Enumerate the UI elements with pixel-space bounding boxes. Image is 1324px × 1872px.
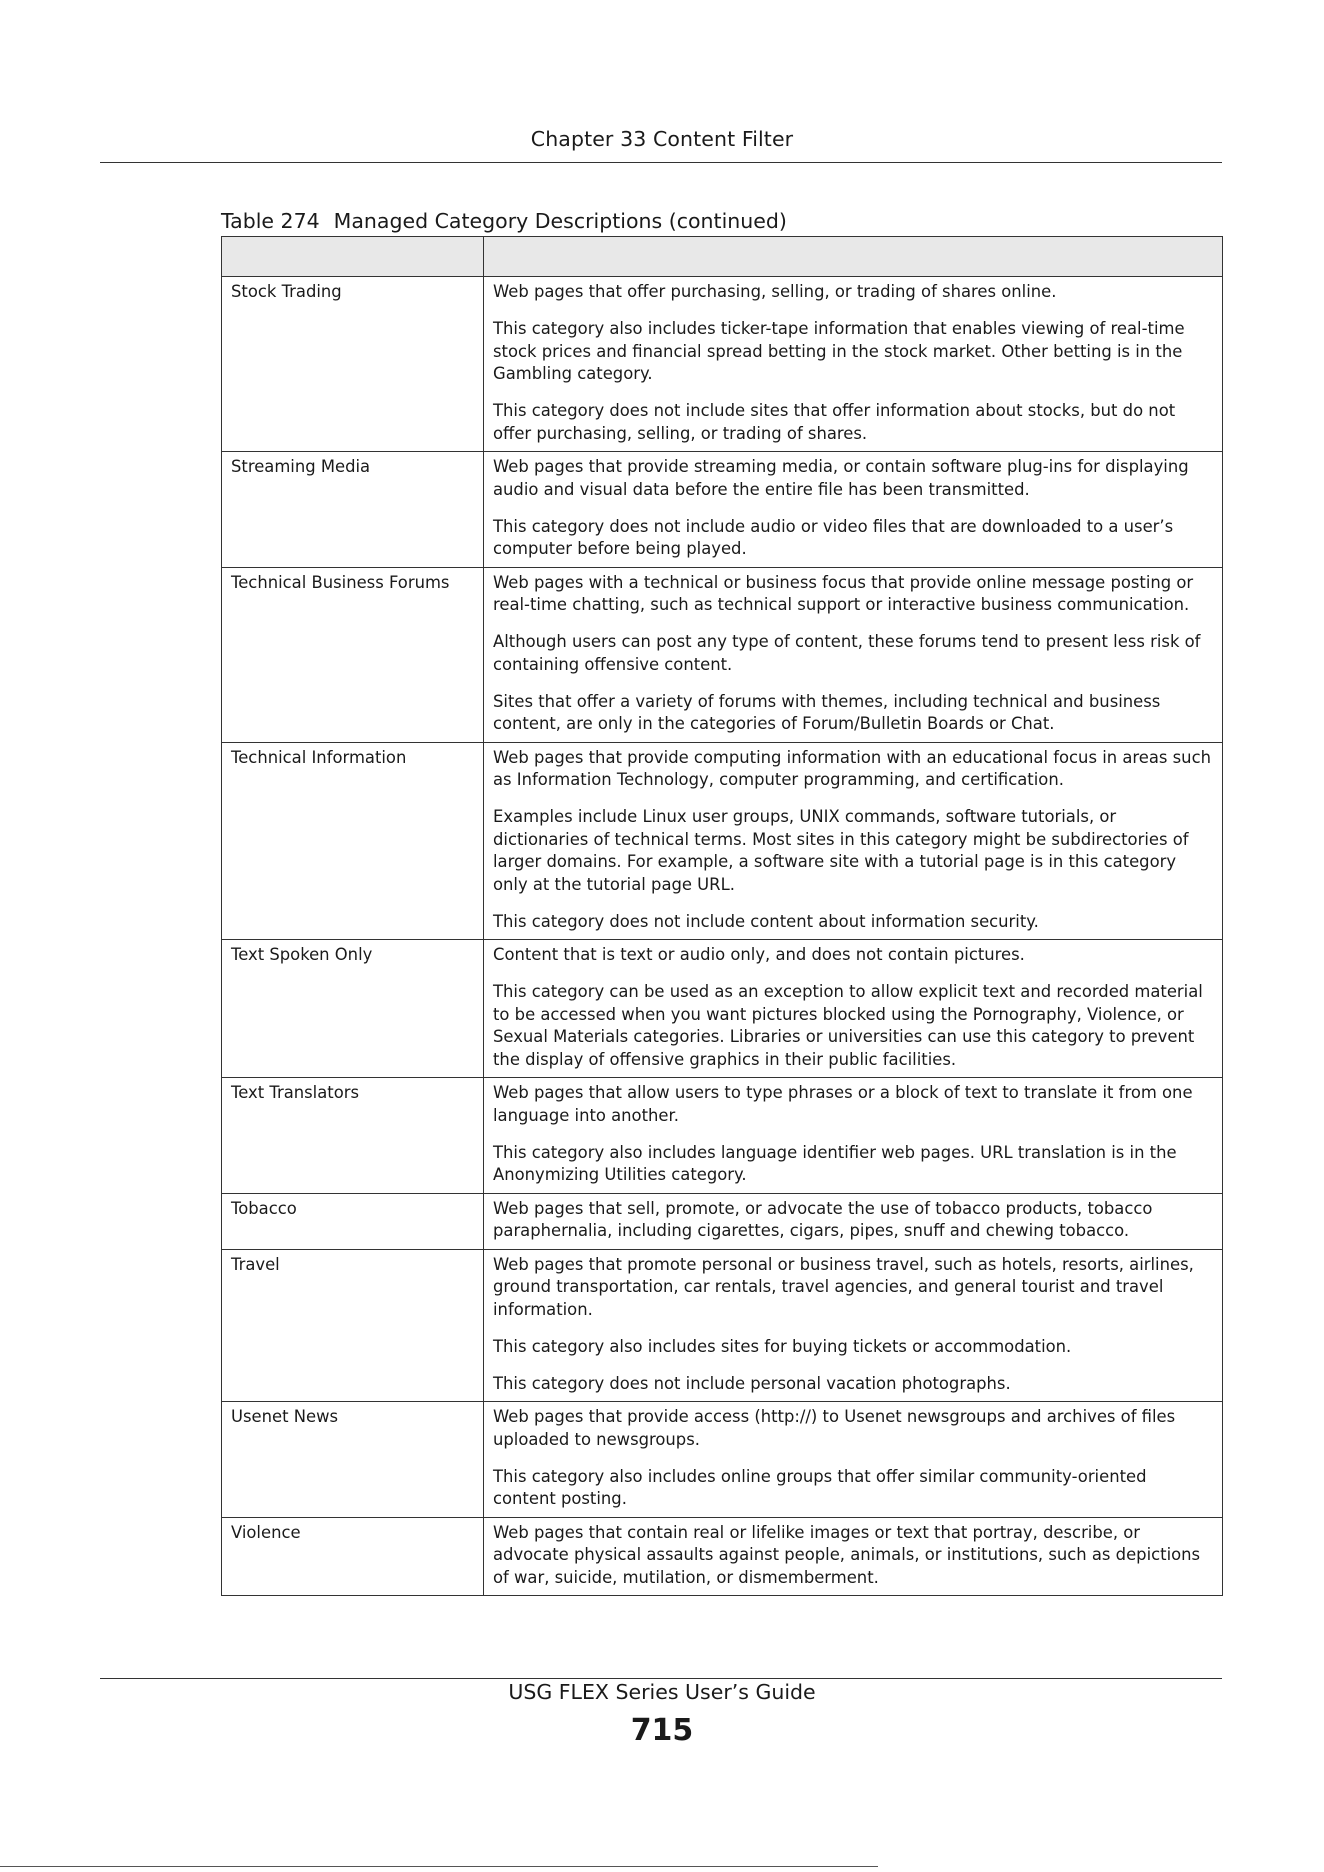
- table-caption-number: Table 274: [221, 209, 320, 233]
- description-paragraph: This category also includes sites for buying tickets or accommodation.: [493, 1336, 1072, 1356]
- category-description-cell: [484, 742, 1223, 940]
- description-paragraph: Web pages that promote personal or business travel, such as hotels, resorts, airlines, ground transportation, car rentals, travel agencies, and general tourist and travel information.: [493, 1254, 1194, 1319]
- description-paragraph: This category also includes ticker-tape information that enables viewing of real-time stock prices and financial spread betting in the stock market. Other betting is in the Gambling category.: [493, 319, 1185, 383]
- description-paragraph: Web pages that provide access (http://) to Usenet newsgroups and archives of files uploaded to newsgroups.: [493, 1407, 1176, 1449]
- category-name-cell: Text Spoken Only: [222, 940, 484, 1078]
- category-description-cell: [484, 452, 1223, 568]
- category-name-cell: Technical Business Forums: [222, 567, 484, 742]
- table-row: [222, 1517, 1223, 1596]
- description-paragraph: Web pages that provide computing information with an educational focus in areas such as Information Technology, computer programming, and certification.: [493, 747, 1211, 789]
- page-number: 715: [630, 1713, 694, 1748]
- category-description-cell: [484, 940, 1223, 1078]
- category-description-cell: [484, 1078, 1223, 1194]
- category-description-cell: [484, 1402, 1223, 1518]
- category-name-cell: Usenet News: [222, 1402, 484, 1518]
- description-paragraph: Although users can post any type of content, these forums tend to present less risk of containing offensive content.: [493, 632, 1201, 674]
- description-paragraph: Web pages that contain real or lifelike images or text that portray, describe, or advocate physical assaults against people, animals, or institutions, such as depictions of war, suicide, mutilation, or dismemberment.: [493, 1522, 1201, 1587]
- table-row: [222, 1078, 1223, 1194]
- category-name-cell: Technical Information: [222, 742, 484, 940]
- table-body: [222, 277, 1223, 1596]
- description-paragraph: Examples include Linux user groups, UNIX commands, software tutorials, or dictionaries of technical terms. Most sites in this category might be subdirectories of larger domains. For example, a software site with a tutorial page is in this category only at the tutorial page URL.: [493, 807, 1189, 894]
- description-paragraph: Web pages with a technical or business focus that provide online message posting or real-time chatting, such as technical support or interactive business communication.: [493, 572, 1194, 614]
- category-name-cell: Text Translators: [222, 1078, 484, 1194]
- table-caption-title: Managed Category Descriptions (continued): [333, 209, 787, 233]
- description-paragraph: Web pages that allow users to type phrases or a block of text to translate it from one language into another.: [493, 1083, 1193, 1125]
- description-paragraph: This category does not include content about information security.: [493, 911, 1039, 931]
- table-row: [222, 277, 1223, 452]
- description-paragraph: This category does not include sites that offer information about stocks, but do not offer purchasing, selling, or trading of shares.: [493, 401, 1176, 443]
- category-name-cell: Violence: [222, 1517, 484, 1596]
- description-paragraph: Web pages that provide streaming media, or contain software plug-ins for displaying audio and visual data before the entire file has been transmitted.: [493, 457, 1189, 499]
- category-name-cell: Tobacco: [222, 1193, 484, 1249]
- table-row: [222, 452, 1223, 568]
- table-header-cell-description: [484, 237, 1223, 277]
- category-description-cell: [484, 1249, 1223, 1402]
- guide-title: USG FLEX Series User’s Guide: [508, 1680, 816, 1704]
- description-paragraph: Web pages that sell, promote, or advocate the use of tobacco products, tobacco paraphernalia, including cigarettes, cigars, pipes, snuff and chewing tobacco.: [493, 1198, 1153, 1240]
- table-row: [222, 1249, 1223, 1402]
- table-row: [222, 1402, 1223, 1518]
- category-name-cell: Travel: [222, 1249, 484, 1402]
- table-header-row: [222, 237, 1223, 277]
- category-description-cell: [484, 567, 1223, 742]
- table-row: [222, 940, 1223, 1078]
- category-description-cell: [484, 1517, 1223, 1596]
- description-paragraph: This category does not include personal vacation photographs.: [493, 1373, 1011, 1393]
- description-paragraph: This category also includes online groups that offer similar community-oriented content posting.: [493, 1466, 1147, 1508]
- table-header-cell-category: [222, 237, 484, 277]
- category-name-cell: Stock Trading: [222, 277, 484, 452]
- chapter-title: Chapter 33 Content Filter: [530, 127, 794, 151]
- footer-rule: [100, 1678, 1222, 1679]
- description-paragraph: This category also includes language identifier web pages. URL translation is in the Anonymizing Utilities category.: [493, 1142, 1177, 1184]
- description-paragraph: Sites that offer a variety of forums with themes, including technical and business content, are only in the categories of Forum/Bulletin Boards or Chat.: [493, 691, 1161, 733]
- category-description-table: [221, 236, 1223, 1596]
- description-paragraph: This category does not include audio or video files that are downloaded to a user’s computer before being played.: [493, 516, 1174, 558]
- category-name-cell: Streaming Media: [222, 452, 484, 568]
- table-row: [222, 1193, 1223, 1249]
- description-paragraph: Content that is text or audio only, and does not contain pictures.: [493, 945, 1025, 964]
- description-paragraph: This category can be used as an exception to allow explicit text and recorded material to be accessed when you want pictures blocked using the Pornography, Violence, or Sexual Materials categories. Libraries or universities can use this category to prevent the display of offensive graphics in their public facilities.: [493, 982, 1203, 1069]
- table-caption: [221, 209, 787, 233]
- category-description-cell: [484, 1193, 1223, 1249]
- table-row: [222, 742, 1223, 940]
- table-row: [222, 567, 1223, 742]
- category-description-cell: [484, 277, 1223, 452]
- page-bottom-edge: [0, 1866, 878, 1867]
- description-paragraph: Web pages that offer purchasing, selling, or trading of shares online.: [493, 282, 1057, 301]
- header-rule: [100, 162, 1222, 163]
